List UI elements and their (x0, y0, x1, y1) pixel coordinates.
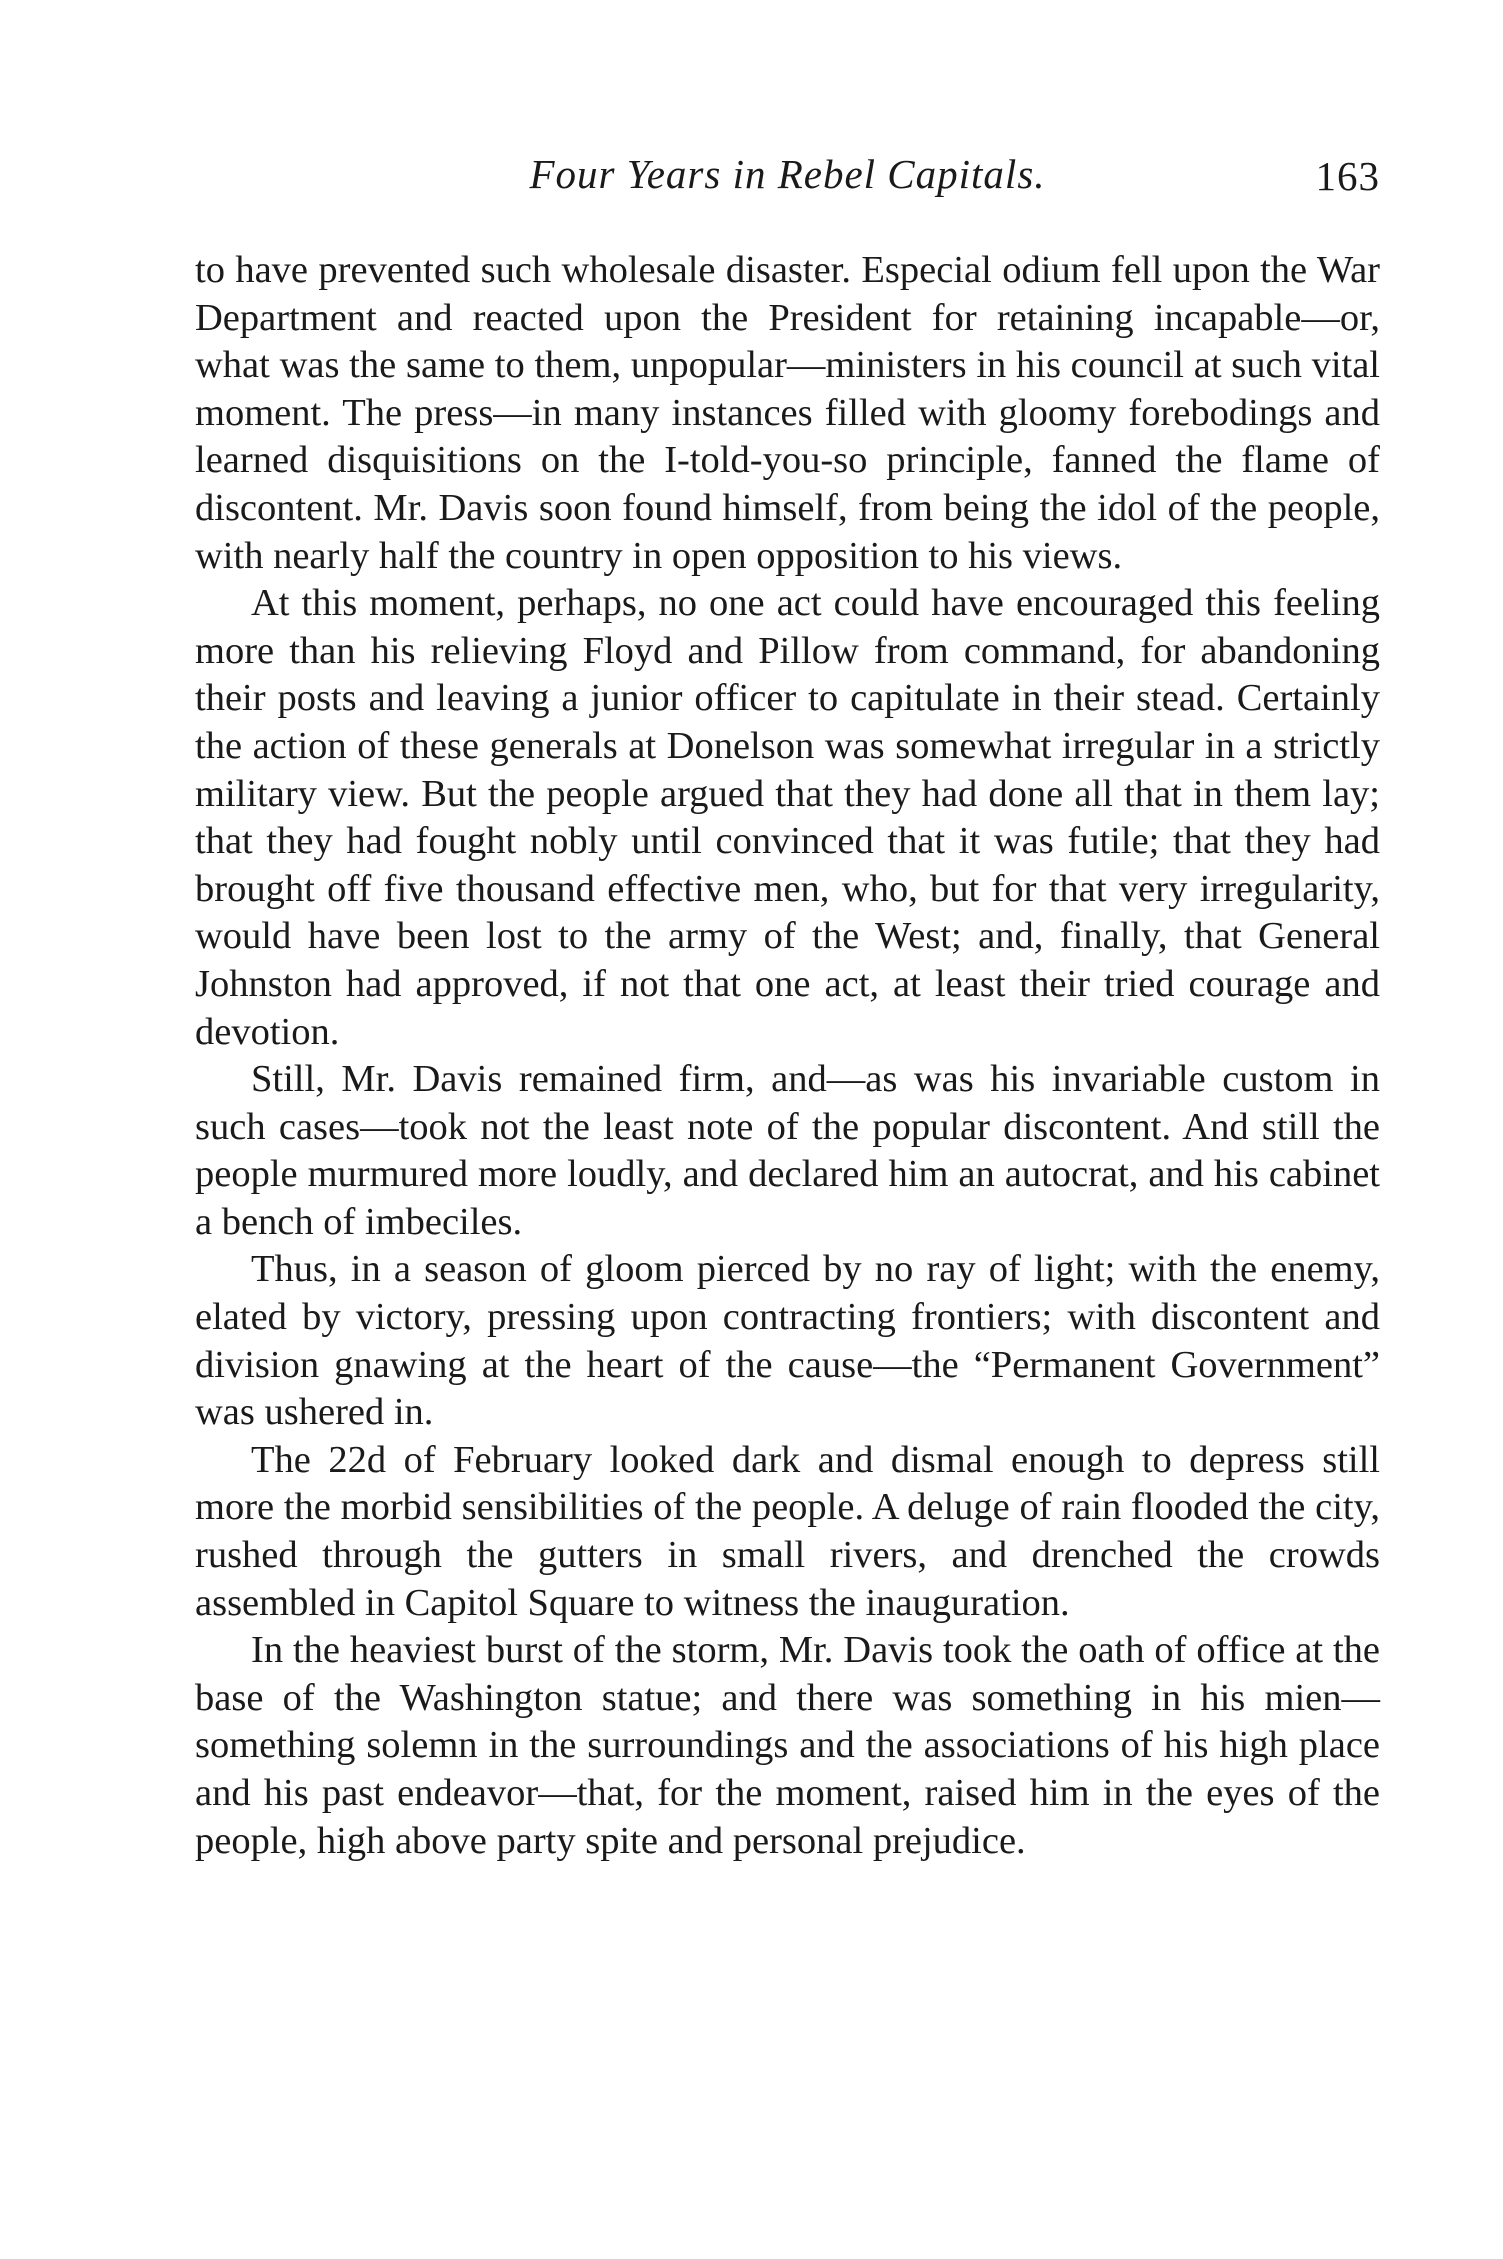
paragraph: In the heaviest burst of the storm, Mr. Davis took the oath of office at the base of the Washington statue; and there was something in his mien—something solemn in the surroundings and the associations of his high place and his past endeavor—that, for the moment, raised him in the eyes of the people, high above party spite and personal prejudice. (195, 1629, 1380, 1862)
body-text (195, 247, 1380, 1865)
paragraph: At this moment, perhaps, no one act could have encouraged this feeling more than his relieving Floyd and Pillow from command, for abandoning their posts and leaving a junior officer to capitulate in their stead. Certainly the action of these generals at Donelson was somewhat irregular in a strictly military view. But the people argued that they had done all that in them lay; that they had fought nobly until convinced that it was futile; that they had brought off five thousand effective men, who, but for that very irregularity, would have been lost to the army of the West; and, finally, that General Johnston had approved, if not that one act, at least their tried courage and devotion. (195, 582, 1380, 1053)
paragraph: The 22d of February looked dark and dismal enough to depress still more the morbid sensibilities of the people. A deluge of rain flooded the city, rushed through the gutters in small rivers, and drenched the crowds assembled in Capitol Square to witness the inauguration. (195, 1438, 1380, 1624)
paragraph: Thus, in a season of gloom pierced by no ray of light; with the enemy, elated by victory, pressing upon contracting frontiers; with discontent and division gnawing at the heart of the cause—the “Permanent Government” was ushered in. (195, 1248, 1380, 1434)
paragraph: Still, Mr. Davis remained firm, and—as was his invariable custom in such cases—took not the least note of the popular discontent. And still the people murmured more loudly, and declared him an autocrat, and his cabinet a bench of imbeciles. (195, 1058, 1380, 1243)
running-head (195, 150, 1380, 210)
running-title: Four Years in Rebel Capitals. (529, 151, 1046, 197)
paragraph-continued: to have prevented such wholesale disaster. Especial odium fell upon the War Department and reacted upon the President for retaining incapable—or, what was the same to them, unpopular—ministers in his council at such vital moment. The press—in many instances filled with gloomy forebodings and learned disquisitions on the I-told-you-so principle, fanned the flame of discontent. Mr. Davis soon found himself, from being the idol of the people, with nearly half the country in open opposition to his views. (195, 249, 1380, 577)
page-number: 163 (1315, 153, 1380, 199)
